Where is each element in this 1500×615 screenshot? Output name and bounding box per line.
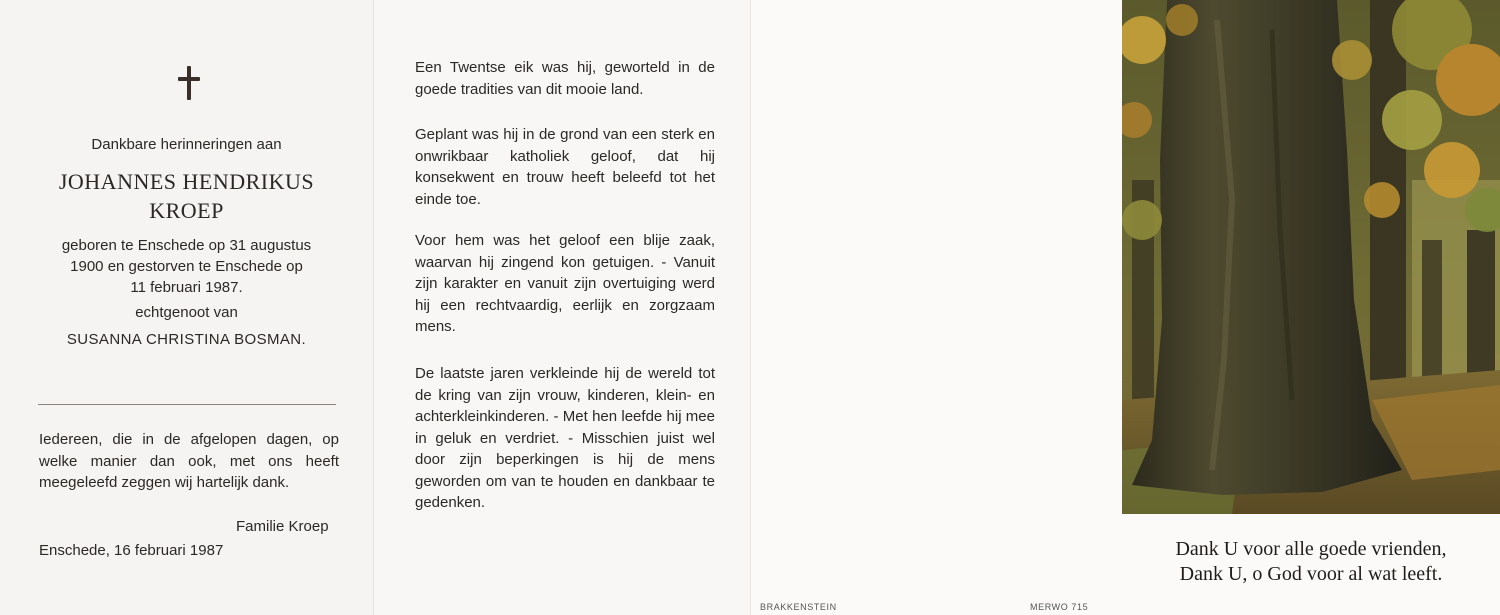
photo-panel bbox=[1122, 0, 1500, 615]
memorial-heading: Dankbare herinneringen aan bbox=[91, 136, 282, 153]
verse-line-1: Dank U voor alle goede vrienden, bbox=[1175, 538, 1447, 560]
card-code: MERWO 715 bbox=[1030, 602, 1089, 612]
paragraph-2: Geplant was hij in de grond van een sterk en onwrikbaar katholiek geloof, dat hij konsekwent en trouw heeft beleefd tot het einde toe. bbox=[415, 126, 715, 208]
place-date: Enschede, 16 februari 1987 bbox=[39, 542, 224, 559]
thanks-text: Iedereen, die in de afgelopen dagen, op welke manier dan ook, met ons heeft meegeleefd zeggen wij hartelijk dank. bbox=[39, 431, 339, 491]
birth-death-line3: 11 februari 1987. bbox=[130, 279, 243, 296]
birth-death-line1: geboren te Enschede op 31 augustus bbox=[61, 237, 312, 254]
paragraph-4: De laatste jaren verkleinde hij de wereld tot de kring van zijn vrouw, kinderen, klein- en achterkleinkinderen. - Met hen leefde hij mee in geluk en verdriet. - Misschien juist wel door zijn beperkingen is hij de mens geworden om van te houden en dankbaar te gedenken. bbox=[415, 365, 715, 511]
paragraph-3: Voor hem was het geloof een blije zaak, waarvan hij zingend kon getuigen. - Vanuit zijn karakter en vanuit zijn overtuiging werd hij een rechtvaardig, eerlijk en zorgzaam mens. bbox=[415, 232, 715, 335]
left-panel bbox=[0, 0, 373, 615]
deceased-name-line2: KROEP bbox=[149, 198, 224, 223]
middle-panel bbox=[373, 0, 750, 615]
spouse-label: echtgenoot van bbox=[135, 304, 238, 321]
publisher-imprint: BRAKKENSTEIN bbox=[760, 602, 837, 612]
deceased-name-line1: JOHANNES HENDRIKUS bbox=[58, 169, 315, 194]
cross-icon bbox=[178, 66, 200, 100]
divider bbox=[38, 404, 336, 405]
oak-tree-photo bbox=[1122, 0, 1500, 514]
paragraph-1: Een Twentse eik was hij, geworteld in de goede tradities van dit mooie land. bbox=[415, 59, 715, 98]
birth-death-line2: 1900 en gestorven te Enschede op bbox=[70, 258, 303, 275]
back-panel bbox=[750, 0, 1122, 615]
family-signature: Familie Kroep bbox=[236, 518, 329, 535]
verse bbox=[1122, 537, 1500, 587]
spouse-name: SUSANNA CHRISTINA BOSMAN. bbox=[66, 331, 307, 348]
verse-line-2: Dank U, o God voor al wat leeft. bbox=[1179, 563, 1443, 585]
